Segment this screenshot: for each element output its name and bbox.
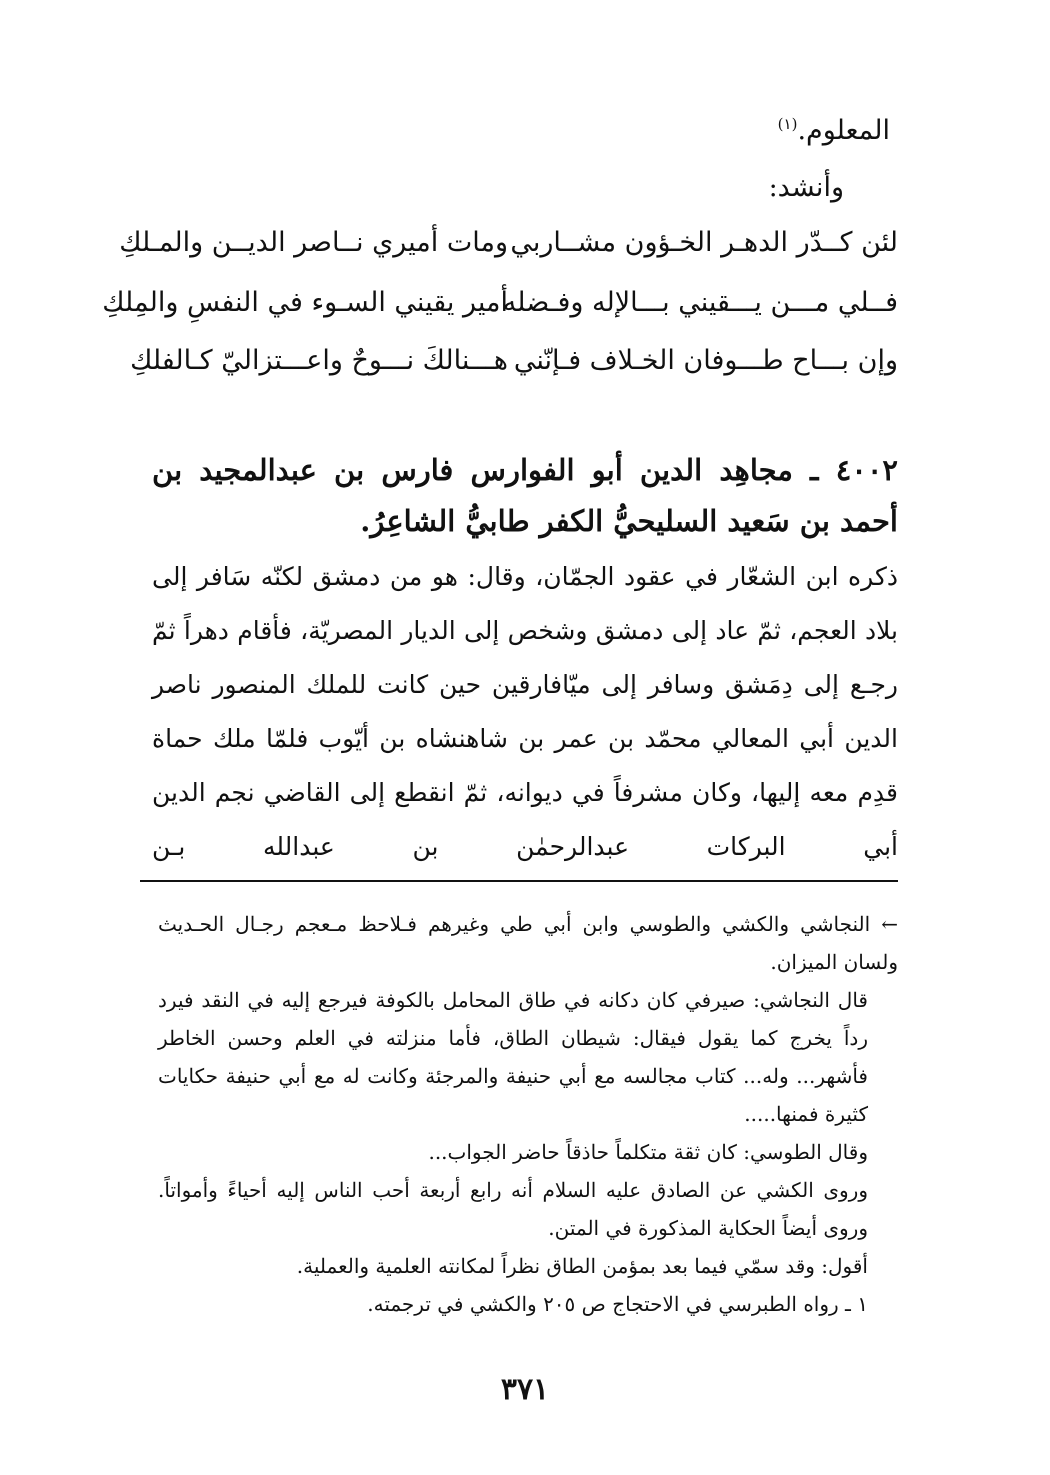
footnote-divider bbox=[140, 880, 898, 882]
continuation-text: المعلوم. bbox=[797, 115, 890, 146]
footnote-paragraph: أقول: وقد سمّي فيما بعد بمؤمن الطاق نظراً لمكانته العلمية والعملية. bbox=[296, 1254, 868, 1278]
page-number: ٣٧١ bbox=[500, 1372, 550, 1407]
footnotes bbox=[158, 905, 898, 1323]
footnote-marker: (١) bbox=[777, 115, 798, 133]
entry-heading: ٤٠٠٢ ـ مجاهِد الدين أبو الفوارس فارس بن عبدالمجيد بن أحمد بن سَعيد السليحيُّ الكفر طابيُّ الشاعِرُ. bbox=[152, 453, 898, 538]
footnote-continuation: ← النجاشي والكشي والطوسي وابن أبي طي وغيرهم فـلاحظ مـعجم رجـال الحـديث ولسان الميزان. bbox=[158, 912, 898, 974]
verse-first-hemistich: لئن كــدّر الدهـر الخـؤون مشــاربي bbox=[510, 227, 898, 258]
footnote-paragraph: وقال الطوسي: كان ثقة متكلماً حاذقاً حاضر الجواب... bbox=[428, 1140, 868, 1164]
verse-line bbox=[102, 287, 898, 337]
recital-intro: وأنشد: bbox=[768, 172, 844, 203]
footnote-item: ١ ـ رواه الطبرسي في الاحتجاج ص ٢٠٥ والكشي في ترجمته. bbox=[367, 1292, 868, 1316]
verse-line bbox=[130, 345, 898, 395]
verse-second-hemistich: ومات أميري نــاصر الديــن والمـلكِ bbox=[119, 227, 508, 258]
verse-second-hemistich: أمير يقيني السـوء في النفسِ والمِلكِ bbox=[102, 287, 508, 318]
verse-line bbox=[119, 227, 898, 277]
footnote-paragraph: قال النجاشي: صيرفي كان دكانه في طاق المحامل بالكوفة فيرجع إليه في النقد فيرد رداً يخرج كما يقول فيقال: شيطان الطاق، فأما منزلته في العلم وحسن الخاطر فأشهر... وله... كتاب مجالسه مع أبي حنيفة والمرجئة وكانت له مع أبي حنيفة حكايات كثيرة فمنها..... bbox=[158, 988, 868, 1126]
verse-first-hemistich: وإن بـــاح طـــوفان الخـلاف فـإنّني bbox=[513, 345, 898, 376]
continuation-line bbox=[778, 115, 890, 146]
entry-body: ذكره ابن الشعّار في عقود الجمّان، وقال: هو من دمشق لكنّه سَافر إلى بلاد العجم، ثمّ عاد إلى دمشق وشخص إلى الديار المصريّة، فأقام دهراً ثمّ رجـع إلى دِمَشق وسافر إلى ميّافارقين حين كانت للملك المنصور ناصر الدين أبي المعالي محمّد بن عمر بن شاهنشاه بن أيّوب فلمّا ملك حماة قدِم معه إليها، وكان مشرفاً في ديوانه، ثمّ انقطع إلى القاضي نجم الدين أبي البركات عبدالرحمٰن بن عبدالله بـن bbox=[152, 562, 898, 861]
verse-second-hemistich: هـــنالكَ نـــوحٌ واعـــتزاليّ كـالفلكِ bbox=[130, 345, 508, 376]
verse-first-hemistich: فــلي مـــن يـــقيني بـــالإله وفـضله bbox=[502, 287, 898, 318]
footnote-paragraph: وروى الكشي عن الصادق عليه السلام أنه رابع أربعة أحب الناس إليه أحياءً وأمواتاً. وروى أيضاً الحكاية المذكورة في المتن. bbox=[158, 1178, 868, 1240]
